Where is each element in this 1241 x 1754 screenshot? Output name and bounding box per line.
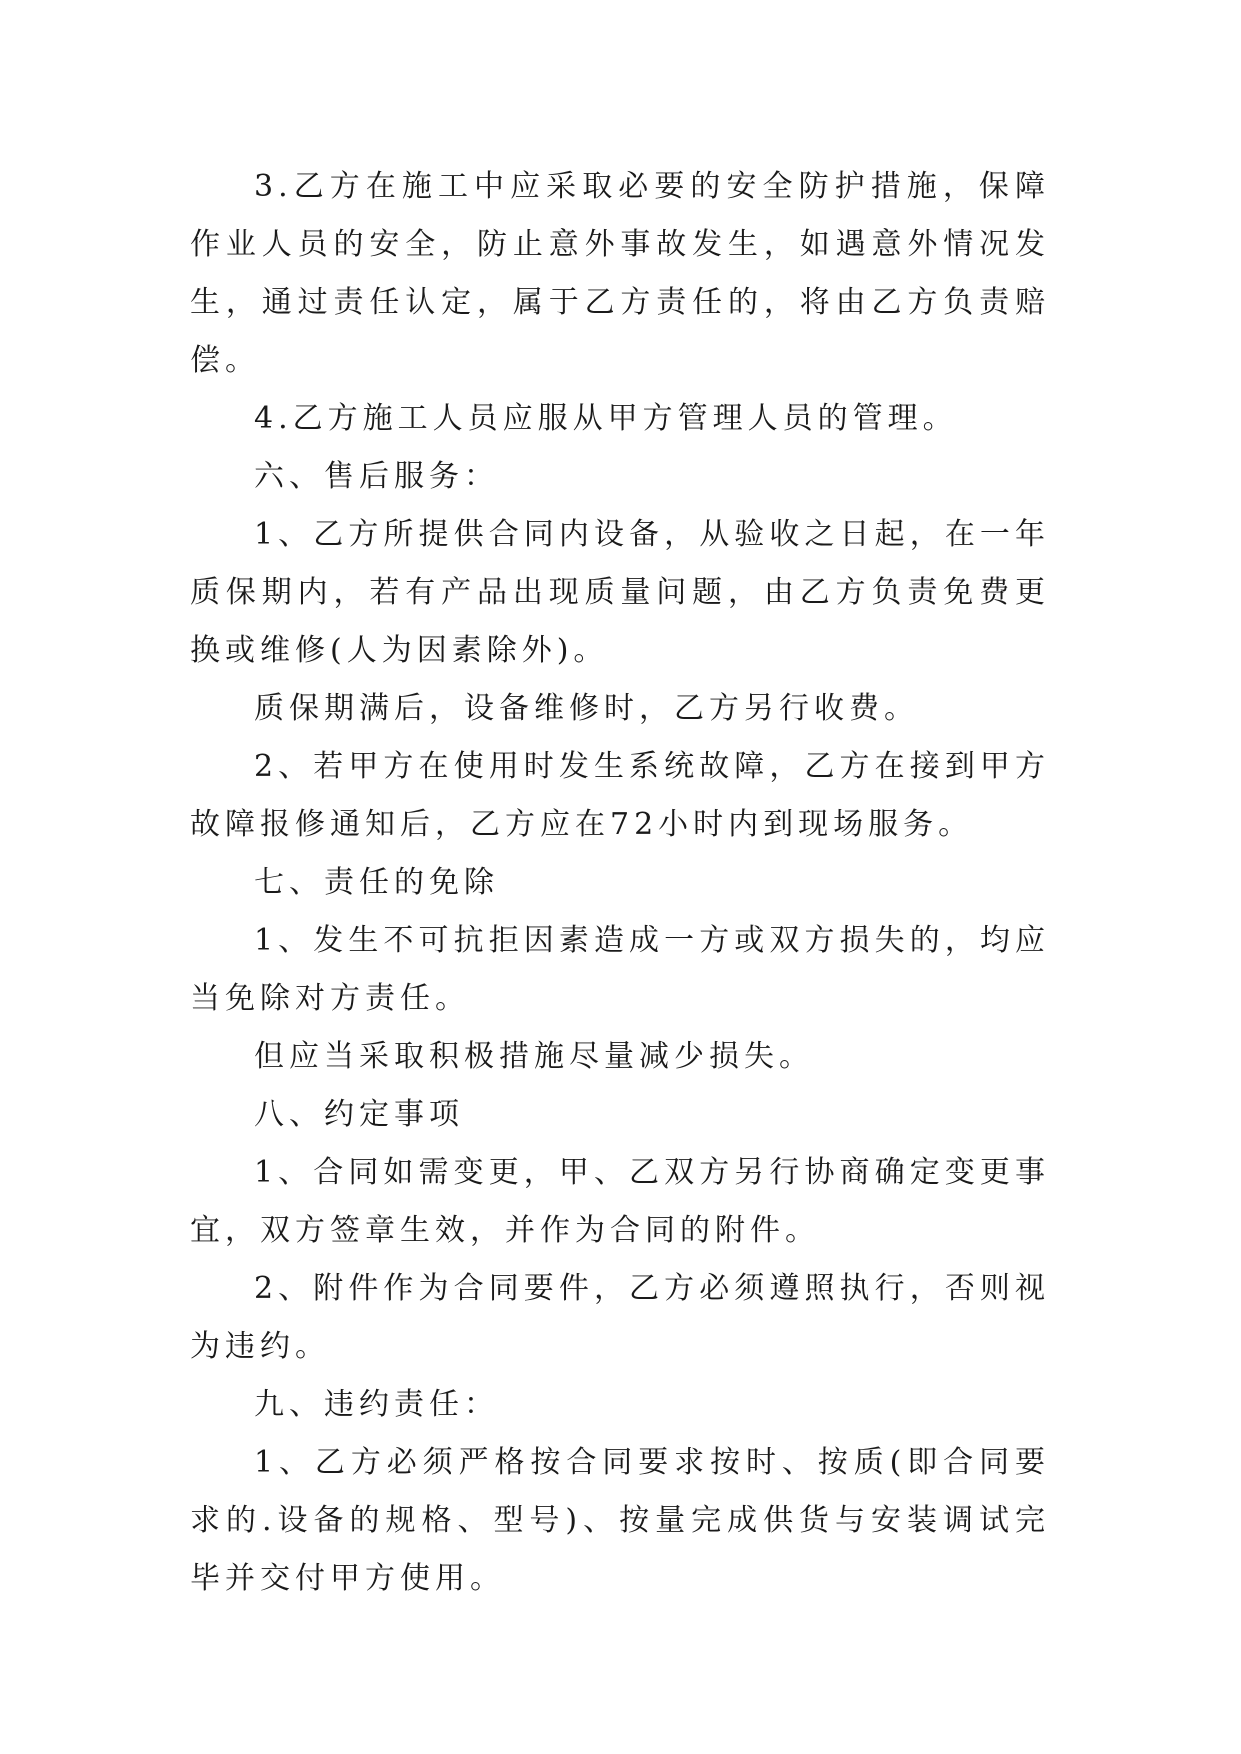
clause-4-management: 4.乙方施工人员应服从甲方管理人员的管理。 (254, 401, 958, 436)
clause-6-post-warranty: 质保期满后，设备维修时，乙方另行收费。 (254, 691, 919, 726)
clause-8-1-amendment: 1、合同如需变更，甲、乙双方另行协商确定变更事宜，双方签章生效，并作为合同的附件。 (190, 1155, 1050, 1248)
section-7-heading: 七、责任的免除 (254, 865, 499, 900)
clause-3-safety: 3.乙方在施工中应采取必要的安全防护措施，保障作业人员的安全，防止意外事故发生，如遇意外情况发生，通过责任认定，属于乙方责任的，将由乙方负责赔偿。 (190, 169, 1050, 378)
section-8-heading: 八、约定事项 (254, 1097, 464, 1132)
clause-6-2-service: 2、若甲方在使用时发生系统故障，乙方在接到甲方故障报修通知后，乙方应在72小时内到现场服务。 (190, 749, 1050, 842)
clause-7-mitigation: 但应当采取积极措施尽量减少损失。 (254, 1039, 814, 1074)
section-6-heading: 六、售后服务： (254, 459, 499, 494)
clause-9-1-delivery: 1、乙方必须严格按合同要求按时、按质(即合同要求的.设备的规格、型号)、按量完成供货与安装调试完毕并交付甲方使用。 (190, 1445, 1050, 1596)
clause-6-1-warranty: 1、乙方所提供合同内设备，从验收之日起，在一年质保期内，若有产品出现质量问题，由乙方负责免费更换或维修(人为因素除外)。 (190, 517, 1050, 668)
document-page (190, 158, 1050, 1608)
clause-8-2-attachment: 2、附件作为合同要件，乙方必须遵照执行，否则视为违约。 (190, 1271, 1050, 1364)
section-9-heading: 九、违约责任： (254, 1387, 499, 1422)
clause-7-1-force-majeure: 1、发生不可抗拒因素造成一方或双方损失的，均应当免除对方责任。 (190, 923, 1050, 1016)
